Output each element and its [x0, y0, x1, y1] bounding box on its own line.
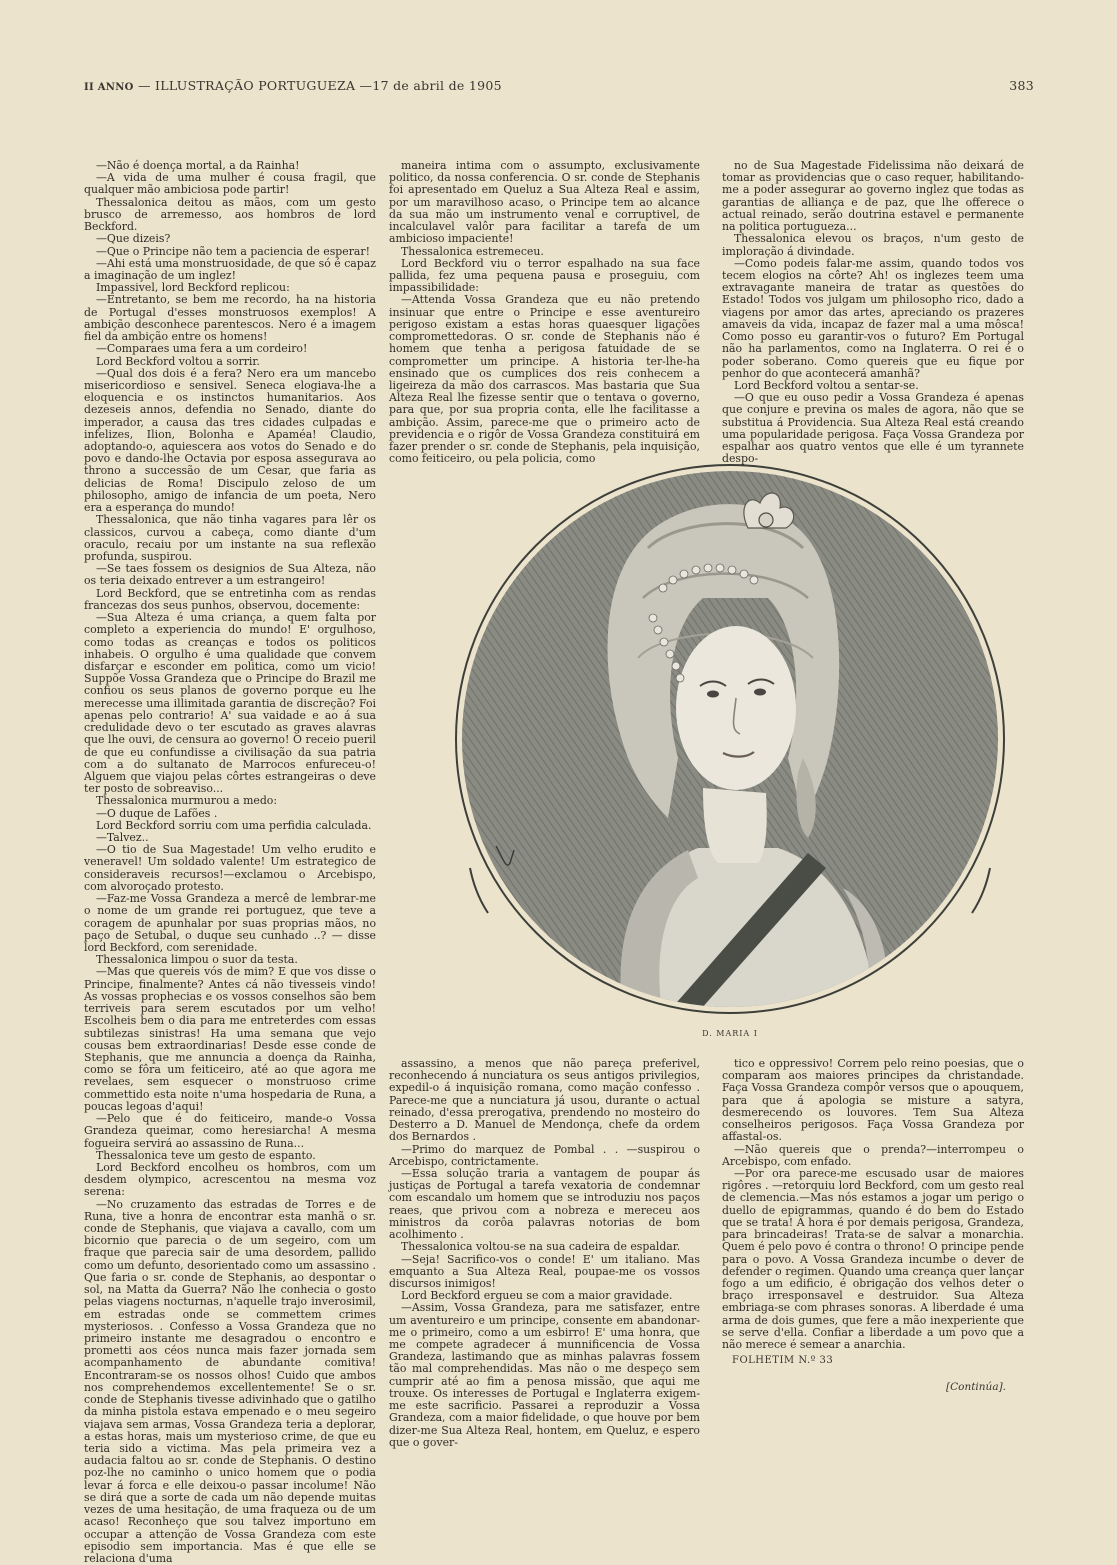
paragraph: —Pelo que é do feiticeiro, mande-o Vossa Grandeza queimar, como heresiarcha! A mesma fogueira servirá ao assassino de Runa...: [84, 1112, 376, 1150]
paragraph: —Não quereis que o prenda?—interrompeu o Arcebispo, com enfado.: [722, 1142, 1024, 1168]
paragraph: —Essa solução traria a vantagem de poupar ás justiças de Portugal a tarefa vexatoria de condemnar com escandalo um homem que se introduziu nos paços reaes, que privou com a nobreza e mereceu aos ministros da corôa palavras notorias de bom acolhimento .: [389, 1166, 700, 1242]
paragraph: —Comparaes uma fera a um cordeiro!: [96, 342, 308, 356]
page-number: 383: [1009, 78, 1034, 93]
continued-note: [Continúa].: [946, 1381, 1007, 1393]
paragraph: —Faz-me Vossa Grandeza a mercê de lembrar-me o nome de um grande rei portuguez, que teve a coragem de apunhalar por suas proprias mãos, no paço de Setubal, o duque seu cunhado ..? — disse lord Beckford, com serenidade.: [84, 892, 376, 954]
paragraph: Lord Beckford voltou a sorrir.: [96, 354, 260, 368]
text-column-2: [389, 159, 700, 466]
paragraph: maneira intima com o assumpto, exclusivamente politico, da nossa conferencia. O sr. conde de Stephanis foi apresentado em Queluz a Sua Alteza Real e assim, por um maravilhoso acaso, o Principe tem ao alcance da sua mão um instrumento venal e corruptivel, de incalculavel valôr para facilitar a tarefa de um ambicioso impaciente!: [389, 159, 700, 246]
paragraph: Thessalonica elevou os braços, n'um gesto de imploração á divindade.: [722, 232, 1024, 258]
face: [676, 626, 796, 790]
folhetim-label: FOLHETIM N.º 33: [732, 1355, 834, 1366]
paragraph: —Mas que quereis vós de mim? E que vos disse o Principe, finalmente? Antes cá não tivesseis vindo! As vossas prophecias e os vossos conselhos são bem terriveis para serem escutados por um velho! Escolheis bem o dia para me entreterdes com essas subtilezas sinistras! Ha uma semana que vejo cousas bem extraordinarias! Desde esse conde de Stephanis, que me annuncia a doença da Rainha, como se fôra um feiticeiro, até ao que agora me revelaes, sem esquecer o monstruoso crime commettido esta noite n'uma hospedaria de Runa, a poucas legoas d'aqui!: [84, 965, 376, 1113]
paragraph: —No cruzamento das estradas de Torres e de Runa, tive a honra de encontrar esta manhã o sr. conde de Stephanis, que viajava a cavallo, com um bicornio que parecia o de um segeiro, com um fraque que parecia sair de uma desordem, pallido como um defunto, desorientado como um assassino . Que faria o sr. conde de Stephanis, ao despontar o sol, na Matta da Guerra? Não lhe conhecia o gosto pelas viagens nocturnas, n'aquelle trajo inverosimil, em estradas onde se commettem crimes mysteriosos. . Confesso a Vossa Grandeza que no primeiro instante me desagradou o encontro e prometti aos céos nunca mais fazer jornada sem acompanhamento de abundante comitiva! Encontraram-se os nossos olhos! Cuido que ambos nos comprehendemos excellentemente! Se o sr. conde de Stephanis tivesse adivinhado que o gatilho da minha pistola estava empenado e o meu segeiro viajava sem armas, Vossa Grandeza teria a deplorar, a estas horas, mais um mysterioso crime, de que eu teria sido a victima. Mas pela primeira vez a audacia faltou ao sr. conde de Stephanis. O destino poz-lhe no caminho o unico homem que o podia levar á forca e elle deixou-o passar incolume! Não se dirá que a sorte de cada um não depende muitas vezes de uma hesitação, de uma fraqueza ou de um acaso! Reconheço que sou talvez importuno em occupar a attenção de Vossa Grandeza com este episodio sem importancia. Mas é que elle se relaciona d'uma: [84, 1197, 376, 1565]
paragraph: —Que o Principe não tem a paciencia de esperar!: [96, 244, 370, 258]
text-column-3: [722, 159, 1024, 466]
paragraph: Thessalonica limpou o suor da testa.: [96, 953, 298, 967]
header-left: [84, 78, 502, 93]
paragraph: —Não é doença mortal, a da Rainha!: [96, 159, 300, 172]
paragraph: —O tio de Sua Magestade! Um velho erudito e veneravel! Um soldado valente! Um estrategico de consideraveis recursos!—exclamou o Arcebispo, com alvoroçado protesto.: [84, 843, 376, 893]
paragraph: Impassivel, lord Beckford replicou:: [96, 281, 290, 295]
paragraph: Lord Beckford voltou a sentar-se.: [734, 378, 919, 392]
year-label: II ANNO: [84, 82, 134, 93]
paragraph: —O duque de Lafões .: [96, 806, 218, 820]
paragraph: Thessalonica teve um gesto de espanto.: [96, 1148, 316, 1162]
paragraph: Lord Beckford viu o terror espalhado na sua face pallida, fez uma pequena pausa e proseguiu, com impassibilidade:: [389, 256, 700, 295]
paragraph: Thessalonica, que não tinha vagares para lêr os classicos, curvou a cabeça, como diante d'um oraculo, recaiu por um instante na sua reflexão profunda, suspirou.: [84, 513, 376, 563]
paragraph: tico e oppressivo! Correm pelo reino poesias, que o comparam aos maiores principes da christandade. Faça Vossa Grandeza compôr versos que o apouquem, para que á apologia se misture a satyra, desmerecendo os louvores. Tem Sua Alteza conselheiros perigosos. Faça Vossa Grandeza por affastal-os.: [722, 1057, 1024, 1144]
paragraph: —Entretanto, se bem me recordo, ha na historia de Portugal d'esses monstruosos exemplos! A ambição desconhece parentescos. Nero é a imagem fiel da ambição entre os homens!: [84, 293, 376, 344]
text-column-5: [722, 1057, 1024, 1352]
paragraph: Lord Beckford, que se entretinha com as rendas francezas dos seus punhos, observou, docemente:: [84, 586, 376, 612]
portrait-illustration: [448, 458, 1012, 1020]
paragraph: —Sua Alteza é uma criança, a quem falta por completo a experiencia do mundo! E' orgulhoso, como todas as creanças e todos os politicos inhabeis. O orgulho é uma qualidade que convem disfarçar e esconder em politica, como um vicio! Suppõe Vossa Grandeza que o Principe do Brazil me confiou os seus planos de governo porque eu lhe merecesse uma illimitada garantia de discreção? Foi apenas pelo contrario! A' sua vaidade e ao á sua credulidade devo o ter escutado as graves alavras que lhe ouvi, de censura ao governo! O receio pueril de que eu confundisse a civilisação da sua patria com a do sultanato de Marrocos enfureceu-o! Alguem que viajou pelas côrtes estrangeiras o deve ter posto de sobreaviso...: [84, 611, 376, 796]
paragraph: —Assim, Vossa Grandeza, para me satisfazer, entre um aventureiro e um principe, consente em abandonar-me o primeiro, como a um esbirro! E' uma honra, que me compete agradecer á munnificencia de Vossa Grandeza, lastimando que as minhas palavras fossem tão mal comprehendidas. Mas não o me despeço sem cumprir até ao fim a penosa missão, que aqui me trouxe. Os interesses de Portugal e Inglaterra exigem-me este sacrificio. Passarei a reproduzir a Vossa Grandeza, com a maior fidelidade, o que houve por bem dizer-me Sua Alteza Real, hontem, em Queluz, e espero que o gover-: [389, 1301, 700, 1449]
paragraph: Lord Beckford encolheu os hombros, com um desdem olympico, acrescentou na mesma voz serena:: [84, 1160, 376, 1199]
paragraph: Thessalonica estremeceu.: [401, 244, 544, 258]
paragraph: —Ahi está uma monstruosidade, de que só é capaz a imaginação de um inglez!: [84, 256, 376, 282]
paragraph: Thessalonica murmurou a medo:: [96, 794, 278, 808]
paragraph: —Primo do marquez de Pombal . . —suspirou o Arcebispo, contrictamente.: [389, 1142, 700, 1168]
paragraph: —Seja! Sacrifico-vos o conde! E' um italiano. Mas emquanto a Sua Alteza Real, poupae-me os vossos discursos inimigos!: [389, 1252, 700, 1290]
paragraph: —Attenda Vossa Grandeza que eu não pretendo insinuar que entre o Principe e esse aventureiro perigoso existam a estas horas quaesquer ligações compromettedoras. O sr. conde de Stephanis não é homem que tenha a perigosa fatuidade de se comprometter um principe. A historia ter-lhe-ha ensinado que os cumplices dos reis conhecem a ligeireza da mão dos carrascos. Mas bastaria que Sua Alteza Real lhe fizesse sentir que o tentava o governo, para que, por sua propria conta, elle lhe facilitasse a ambição. Assim, parece-me que o primeiro acto de previdencia e o rigôr de Vossa Grandeza constituirá em fazer prender o sr. conde de Stephanis, pela inquisição, como feiticeiro, ou pela policia, como: [389, 293, 700, 466]
paragraph: Thessalonica deitou as mãos, com um gesto brusco de arremesso, aos hombros de lord Beckford.: [84, 195, 376, 234]
paragraph: assassino, a menos que não pareça preferivel, reconhecendo á nunciatura os seus antigos privilegios, expedil-o á inquisição romana, como mação confesso . Parece-me que a nunciatura já usou, durante o actual reinado, d'essa prerogativa, prendendo no mosteiro do Desterro a D. Manuel de Mendonça, chefe da ordem dos Bernardos .: [389, 1057, 700, 1144]
paragraph: —Talvez..: [96, 831, 149, 845]
paragraph: Thessalonica voltou-se na sua cadeira de espaldar.: [401, 1240, 681, 1254]
publication-title: — ILLUSTRAÇÃO PORTUGUEZA —17 de abril de 1905: [133, 78, 502, 93]
paragraph: —Que dizeis?: [96, 232, 171, 246]
paragraph: Lord Beckford sorriu com uma perfidia calculada.: [96, 818, 372, 832]
paragraph: —A vida de uma mulher é cousa fragil, que qualquer mão ambiciosa pode partir!: [84, 171, 376, 197]
text-column-4: [389, 1057, 700, 1449]
paragraph: —Como podeis falar-me assim, quando todos vos tecem elogios na côrte? Ah! os inglezes teem uma extravagante maneira de tratar as questões do Estado! Todos vos julgam um philosopho rico, dado a viagens por amor das artes, apreciando os prazeres amaveis da vida, incapaz de fazer mal a uma môsca! Como posso eu garantir-vos o futuro? Em Portugal não ha parlamentos, como na Inglaterra. O rei é o poder soberano. Como quereis que eu fique por penhor do que acontecerá amanhã?: [722, 256, 1024, 380]
paragraph: —Por ora parece-me escusado usar de maiores rigôres . —retorquiu lord Beckford, com um gesto real de clemencia.—Mas nós estamos a jogar um perigo o duello de epigrammas, quando é do bem do Estado que se trata! A hora é por demais perigosa, Grandeza, para brincadeiras! Trata-se de salvar a monarchia. Quem é pelo povo é contra o throno! O principe pende para o povo. A Vossa Grandeza incumbe o dever de defender o regimen. Quando uma creança quer lançar fogo a um edificio, é obrigação dos velhos deter o braço irresponsavel e destruidor. Sua Alteza embriaga-se com phrases sonoras. A liberdade é uma arma de dois gumes, que fere a mão inexperiente que se serve d'ella. Confiar a liberdade a um povo que a não merece é semear a anarchia.: [722, 1166, 1024, 1352]
running-header: [84, 78, 1034, 98]
text-column-1: [84, 159, 376, 1565]
paragraph: —Se taes fossem os designios de Sua Alteza, não os teria deixado entrever a um estrangeiro!: [84, 562, 376, 588]
paragraph: no de Sua Magestade Fidelissima não deixará de tomar as providencias que o caso requer, habilitando-me a poder assegurar ao governo inglez que todas as garantias de alliança e de paz, que lhe offerece o actual reinado, serão doutrina estavel e permanente na politica portugueza...: [722, 159, 1024, 234]
paragraph: Lord Beckford ergueu se com a maior gravidade.: [401, 1289, 673, 1303]
paragraph: —O que eu ouso pedir a Vossa Grandeza é apenas que conjure e previna os males de agora, não que se substitua á Providencia. Sua Alteza Real está creando uma popularidade perigosa. Faça Vossa Grandeza por espalhar aos quatro ventos que elle é um tyrannete despo-: [722, 391, 1024, 466]
paragraph: —Qual dos dois é a fera? Nero era um mancebo misericordioso e sensivel. Seneca elogiava-lhe a eloquencia e os instinctos humanitarios. Aos dezeseis annos, defendia no Senado, diante do imperador, a causa das tres cidades culpadas e infelizes, Ilion, Bolonha e Apaméa! Claudio, adoptando-o, aquiescera aos votos do Senado e do povo e dando-lhe Octavia por esposa assegurava ao throno a successão de um Cesar, que faria as delicias de Roma! Discipulo zeloso de um philosopho, amigo de infancia de um poeta, Nero era a esperança do mundo!: [84, 366, 376, 515]
portrait-caption: D. MARIA I: [702, 1029, 758, 1038]
neck: [703, 788, 767, 863]
